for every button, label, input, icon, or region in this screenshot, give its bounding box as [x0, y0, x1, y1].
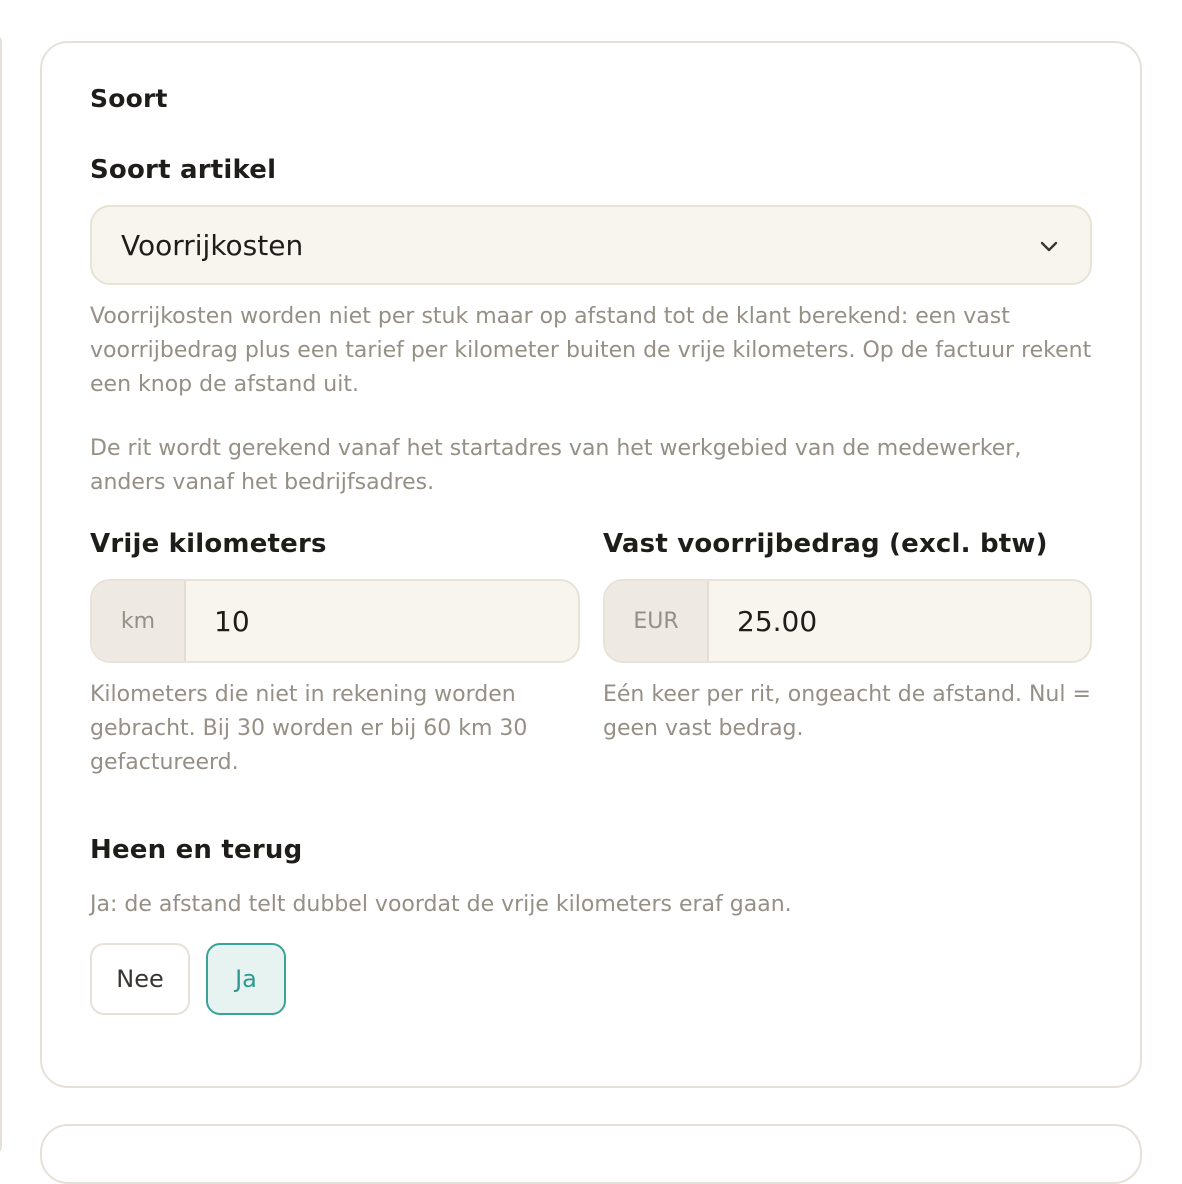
free-km-field: [90, 579, 580, 663]
route-origin-help: De rit wordt gerekend vanaf het startadres van het werkgebied van de medewerker, anders vanaf het bedrijfsadres.: [90, 436, 1022, 495]
free-km-label: Vrije kilometers: [90, 529, 327, 559]
fixed-fee-label: Vast voorrijbedrag (excl. btw): [603, 529, 1048, 559]
round-trip-help: Ja: de afstand telt dubbel voordat de vrije kilometers eraf gaan.: [90, 892, 792, 917]
section-title: Soort: [90, 84, 168, 113]
chevron-down-icon: [1037, 237, 1061, 257]
round-trip-yes-button[interactable]: Ja: [206, 943, 286, 1015]
fixed-fee-input[interactable]: [709, 581, 1090, 661]
free-km-input[interactable]: [186, 581, 578, 661]
article-type-card: [40, 41, 1142, 1088]
fixed-fee-help: Eén keer per rit, ongeacht de afstand. Nul = geen vast bedrag.: [603, 682, 1091, 741]
article-type-label: Soort artikel: [90, 155, 277, 185]
round-trip-label: Heen en terug: [90, 835, 303, 865]
next-card: [40, 1124, 1142, 1184]
article-type-selected-value: Voorrijkosten: [121, 229, 304, 262]
article-type-select[interactable]: [90, 205, 1092, 285]
free-km-help: Kilometers die niet in rekening worden gebracht. Bij 30 worden er bij 60 km 30 gefactureerd.: [90, 682, 528, 775]
fixed-fee-field: [603, 579, 1092, 663]
fixed-fee-currency-addon: EUR: [605, 581, 709, 661]
article-type-help: Voorrijkosten worden niet per stuk maar op afstand tot de klant berekend: een vast voorrijbedrag plus een tarief per kilometer buiten de vrije kilometers. Op de factuur rekent een knop de afstand uit.: [90, 304, 1092, 397]
round-trip-no-button[interactable]: Nee: [90, 943, 190, 1015]
adjacent-panel-edge: [0, 34, 2, 1154]
free-km-unit-addon: km: [92, 581, 186, 661]
